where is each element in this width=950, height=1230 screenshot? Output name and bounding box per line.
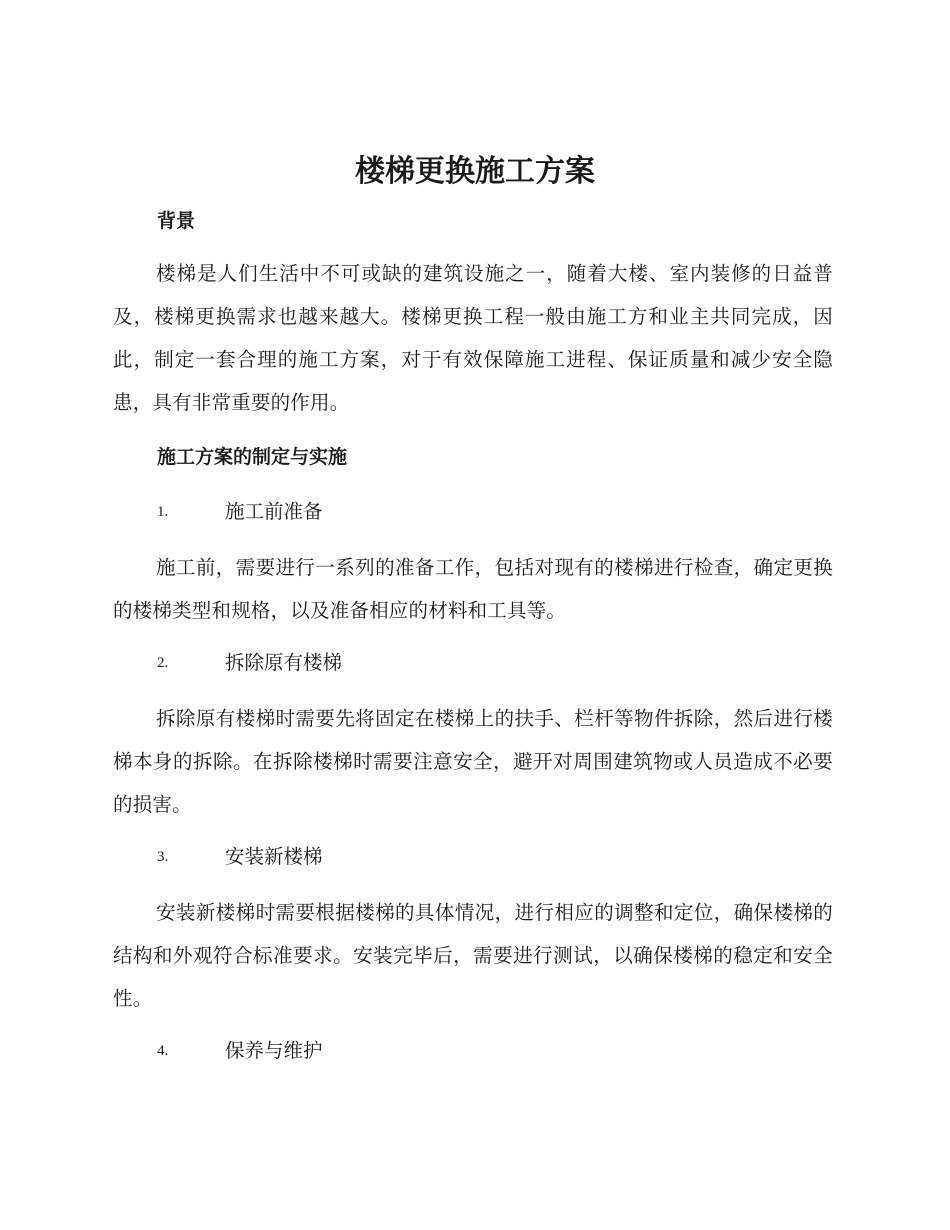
- list-number: 4.: [157, 1043, 169, 1059]
- list-number: 2.: [157, 655, 169, 671]
- background-paragraph: 楼梯是人们生活中不可或缺的建筑设施之一，随着大楼、室内装修的日益普及，楼梯更换需求也越来越大。楼梯更换工程一般由施工方和业主共同完成，因此，制定一套合理的施工方案，对于有效保障施工进程、保证质量和减少安全隐患，具有非常重要的作用。: [113, 262, 833, 414]
- list-label: 保养与维护: [225, 1039, 323, 1062]
- list-label: 拆除原有楼梯: [225, 651, 343, 674]
- item-2-paragraph: 拆除原有楼梯时需要先将固定在楼梯上的扶手、栏杆等物件拆除，然后进行楼梯本身的拆除。在拆除楼梯时需要注意安全，避开对周围建筑物或人员造成不必要的损害。: [113, 707, 833, 816]
- list-label: 安装新楼梯: [225, 845, 323, 868]
- list-number: 1.: [157, 504, 169, 520]
- list-label: 施工前准备: [225, 500, 323, 523]
- section-heading-plan: 施工方案的制定与实施: [157, 446, 348, 468]
- document-title: 楼梯更换施工方案: [355, 154, 595, 189]
- list-number: 3.: [157, 849, 169, 865]
- item-3-paragraph: 安装新楼梯时需要根据楼梯的具体情况，进行相应的调整和定位，确保楼梯的结构和外观符合标准要求。安装完毕后，需要进行测试，以确保楼梯的稳定和安全性。: [113, 901, 833, 1010]
- item-1-paragraph: 施工前，需要进行一系列的准备工作，包括对现有的楼梯进行检查，确定更换的楼梯类型和规格，以及准备相应的材料和工具等。: [113, 556, 833, 622]
- section-heading-background: 背景: [157, 210, 196, 232]
